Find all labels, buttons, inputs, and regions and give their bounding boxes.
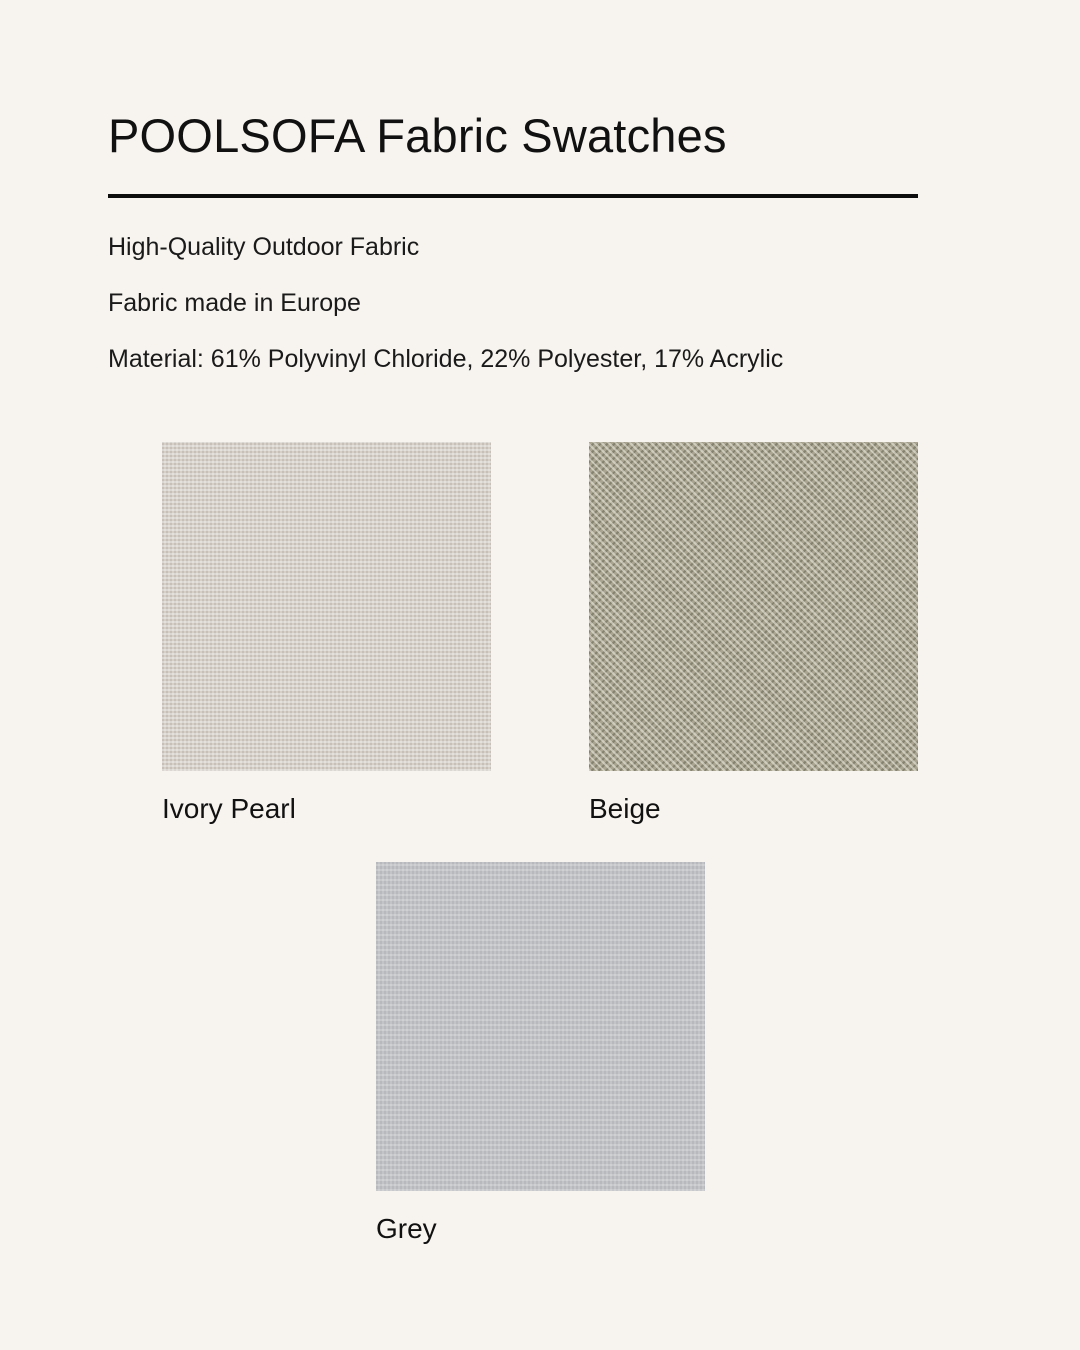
info-material: Material: 61% Polyvinyl Chloride, 22% Polyester, 17% Acrylic <box>108 345 784 373</box>
page-title: POOLSOFA Fabric Swatches <box>108 109 727 162</box>
swatch-grey <box>376 862 705 1191</box>
swatch-label-grey: Grey <box>376 1213 437 1244</box>
swatch-label-ivory-pearl: Ivory Pearl <box>162 793 296 824</box>
swatch-ivory-pearl <box>162 442 491 771</box>
swatch-beige <box>589 442 918 771</box>
info-origin: Fabric made in Europe <box>108 289 361 317</box>
title-divider <box>108 194 918 198</box>
swatch-label-beige: Beige <box>589 793 661 824</box>
info-quality: High-Quality Outdoor Fabric <box>108 233 420 261</box>
